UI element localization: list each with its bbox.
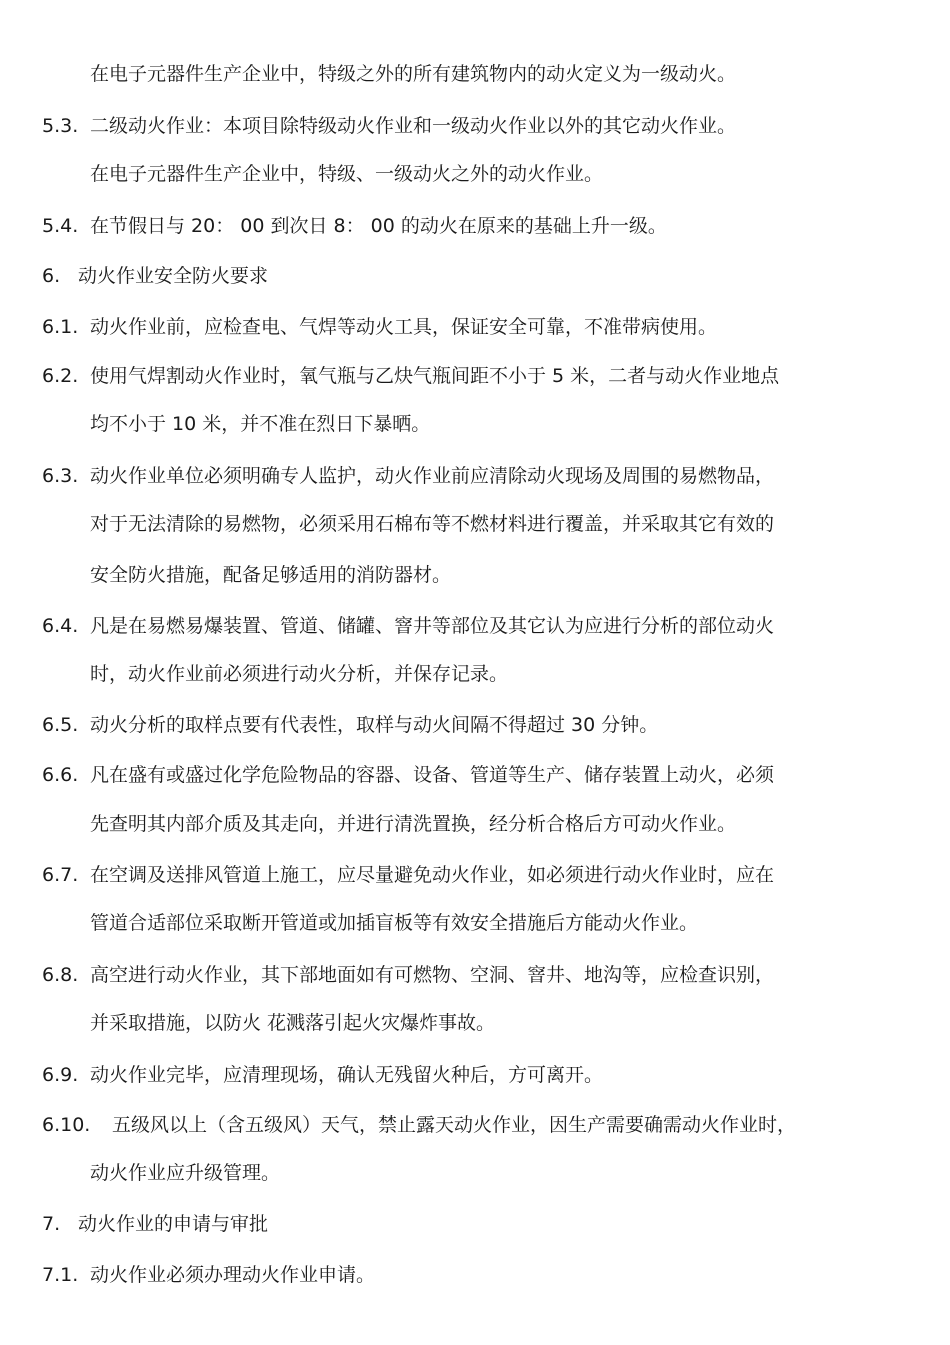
clause-text: 凡在盛有或盛过化学危险物品的容器、设备、管道等生产、储存装置上动火，必须 [90, 764, 775, 786]
clause-number: 6.5. [42, 714, 79, 736]
clause-text: 均不小于 10 米，并不准在烈日下暴晒。 [90, 413, 431, 435]
clause-text: 动火作业完毕，应清理现场，确认无残留火种后，方可离开。 [90, 1064, 604, 1086]
clause-text: 管道合适部位采取断开管道或加插盲板等有效安全措施后方能动火作业。 [90, 912, 699, 934]
clause-text: 动火作业必须办理动火作业申请。 [90, 1264, 376, 1286]
clause-number: 6.10. [42, 1114, 91, 1136]
clause-text: 安全防火措施，配备足够适用的消防器材。 [90, 564, 452, 586]
section-number: 7. [42, 1213, 61, 1235]
clause-number: 6.2. [42, 365, 79, 387]
clause-text: 高空进行动火作业，其下部地面如有可燃物、空洞、窨井、地沟等，应检查识别， [90, 964, 775, 986]
section-number: 6. [42, 265, 61, 287]
clause-text: 凡是在易燃易爆装置、管道、储罐、窨井等部位及其它认为应进行分析的部位动火 [90, 615, 775, 637]
clause-text: 二级动火作业：本项目除特级动火作业和一级动火作业以外的其它动火作业。 [90, 115, 737, 137]
clause-number: 7.1. [42, 1264, 79, 1286]
clause-text: 使用气焊割动火作业时，氧气瓶与乙炔气瓶间距不小于 5 米，二者与动火作业地点 [90, 365, 780, 387]
clause-text: 动火作业前，应检查电、气焊等动火工具，保证安全可靠，不准带病使用。 [90, 316, 718, 338]
clause-number: 5.3. [42, 115, 79, 137]
clause-text: 在电子元器件生产企业中，特级之外的所有建筑物内的动火定义为一级动火。 [90, 63, 737, 85]
clause-number: 6.4. [42, 615, 79, 637]
clause-number: 6.6. [42, 764, 79, 786]
clause-number: 5.4. [42, 215, 79, 237]
clause-text: 先查明其内部介质及其走向，并进行清洗置换，经分析合格后方可动火作业。 [90, 813, 737, 835]
clause-text: 对于无法清除的易燃物，必须采用石棉布等不燃材料进行覆盖，并采取其它有效的 [90, 513, 775, 535]
clause-number: 6.3. [42, 465, 79, 487]
section-title: 动火作业的申请与审批 [78, 1213, 269, 1235]
clause-text: 动火作业单位必须明确专人监护，动火作业前应清除动火现场及周围的易燃物品， [90, 465, 775, 487]
clause-text: 动火作业应升级管理。 [90, 1162, 281, 1184]
clause-text: 五级风以上（含五级风）天气，禁止露天动火作业，因生产需要确需动火作业时， [112, 1114, 797, 1136]
clause-number: 6.1. [42, 316, 79, 338]
clause-text: 在电子元器件生产企业中，特级、一级动火之外的动火作业。 [90, 163, 604, 185]
clause-text: 时，动火作业前必须进行动火分析，并保存记录。 [90, 663, 509, 685]
clause-text: 在节假日与 20： 00 到次日 8： 00 的动火在原来的基础上升一级。 [90, 215, 667, 237]
clause-text: 在空调及送排风管道上施工，应尽量避免动火作业，如必须进行动火作业时，应在 [90, 864, 775, 886]
clause-number: 6.8. [42, 964, 79, 986]
clause-number: 6.9. [42, 1064, 79, 1086]
clause-number: 6.7. [42, 864, 79, 886]
section-title: 动火作业安全防火要求 [78, 265, 269, 287]
clause-text: 动火分析的取样点要有代表性，取样与动火间隔不得超过 30 分钟。 [90, 714, 659, 736]
clause-text: 并采取措施，以防火 花溅落引起火灾爆炸事故。 [90, 1012, 496, 1034]
